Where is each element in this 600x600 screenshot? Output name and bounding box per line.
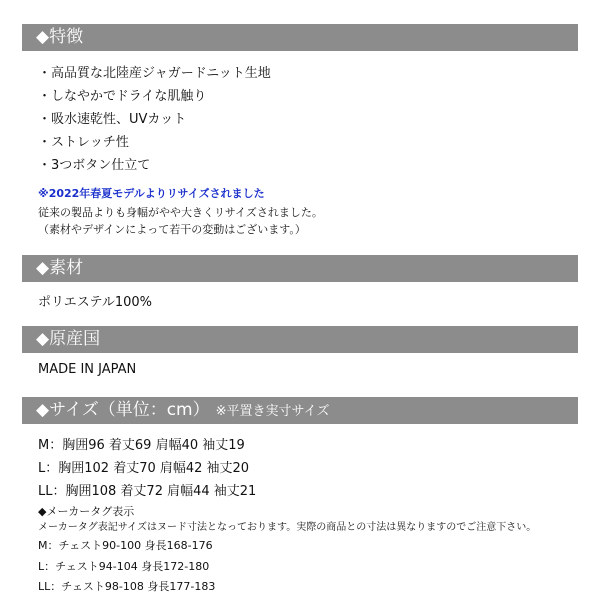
tag-row: LL：チェスト98-108 身長177-183: [38, 580, 216, 593]
feature-item: ・吸水速乾性、UVカット: [38, 112, 187, 127]
features-heading: ◆特徴: [22, 24, 578, 51]
size-heading-subtitle: ※平置き実寸サイズ: [215, 404, 330, 419]
tag-row: L：チェスト94-104 身長172-180: [38, 560, 210, 573]
material-value: ポリエステル100%: [38, 295, 152, 310]
size-heading-title: ◆サイズ（単位：cm）: [36, 400, 210, 420]
feature-item: ・しなやかでドライな肌触り: [38, 89, 207, 104]
tag-note: メーカータグ表記サイズはヌード寸法となっております。実際の商品との寸法は異なりますのでご注意下さい。: [38, 522, 537, 533]
resize-notice: ※2022年春夏モデルよりリサイズされました: [38, 187, 265, 200]
tag-row: M：チェスト90-100 身長168-176: [38, 539, 213, 552]
material-heading: ◆素材: [22, 255, 578, 282]
origin-value: MADE IN JAPAN: [38, 362, 137, 377]
resize-note-line1: 従来の製品よりも身幅がやや大きくリサイズされました。: [38, 206, 323, 219]
origin-heading: ◆原産国: [22, 326, 578, 353]
feature-item: ・ストレッチ性: [38, 135, 129, 150]
resize-note-line2: （素材やデザインによって若干の変動はございます。）: [38, 223, 306, 236]
size-row: M：胸囲96 着丈69 肩幅40 袖丈19: [38, 438, 245, 453]
size-row: L：胸囲102 着丈70 肩幅42 袖丈20: [38, 461, 250, 476]
tag-heading: ◆メーカータグ表示: [38, 505, 135, 518]
feature-item: ・高品質な北陸産ジャガードニット生地: [38, 66, 271, 81]
size-heading: [22, 397, 578, 424]
size-row: LL：胸囲108 着丈72 肩幅44 袖丈21: [38, 484, 257, 499]
feature-item: ・3つボタン仕立て: [38, 158, 151, 173]
